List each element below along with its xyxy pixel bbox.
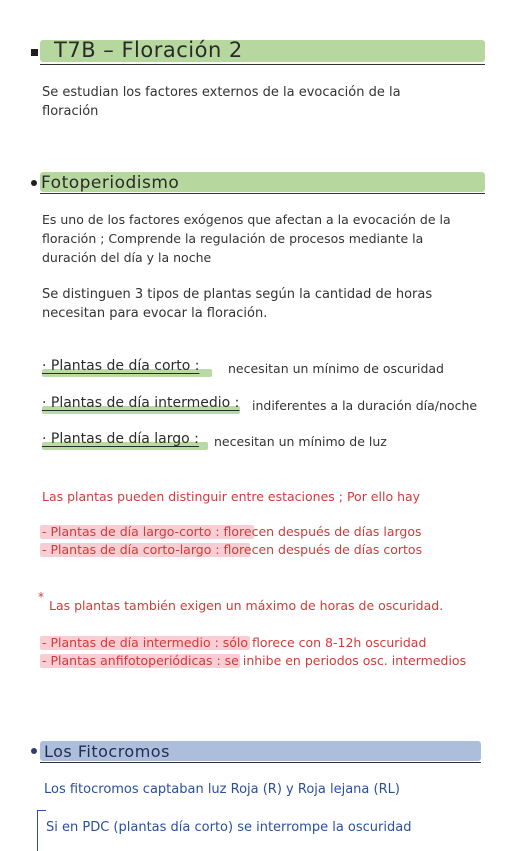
type-short-day-term: · Plantas de día corto : — [42, 358, 200, 374]
section2-bracket — [37, 810, 46, 851]
title-underline — [40, 64, 485, 65]
para1-line-1: Es uno de los factores exógenos que afectan a la evocación de la — [42, 212, 451, 227]
red-item-2: - Plantas de día corto-largo : florecen después de días cortos — [42, 542, 423, 557]
red-item-4: - Plantas anfifotoperiódicas : se inhibe en periodos osc. intermedios — [42, 653, 467, 668]
red-item-1: - Plantas de día largo-corto : florecen después de días largos — [42, 524, 422, 539]
type-intermediate-day-term: · Plantas de día intermedio : — [42, 395, 240, 411]
red-note-1: Las plantas pueden distinguir entre estaciones ; Por ello hay — [42, 489, 421, 504]
section2-bullet — [31, 748, 37, 754]
section2-heading: Los Fitocromos — [44, 742, 170, 761]
red-note-2: Las plantas también exigen un máximo de horas de oscuridad. — [49, 598, 444, 613]
para1-line-3: duración del día y la noche — [42, 250, 212, 265]
intro-line-1: Se estudian los factores externos de la evocación de la — [42, 85, 401, 100]
title-bullet — [31, 49, 38, 56]
para2-line-2: necesitan para evocar la floración. — [42, 306, 268, 321]
section1-heading: Fotoperiodismo — [41, 173, 180, 193]
red-item-3: - Plantas de día intermedio : sólo florece con 8-12h oscuridad — [42, 635, 427, 650]
section2-underline — [40, 762, 481, 763]
type-long-day-term: · Plantas de día largo : — [42, 431, 199, 447]
fitocromos-line-1: Los fitocromos captaban luz Roja (R) y Roja lejana (RL) — [44, 782, 400, 797]
intro-line-2: floración — [42, 104, 99, 119]
para1-line-2: floración ; Comprende la regulación de procesos mediante la — [42, 231, 424, 246]
section1-bullet — [31, 180, 37, 186]
type-long-day-desc: necesitan un mínimo de luz — [214, 434, 387, 449]
section1-underline — [40, 193, 485, 194]
fitocromos-line-2: Si en PDC (plantas día corto) se interrompe la oscuridad — [46, 820, 412, 835]
asterisk-mark: * — [38, 590, 44, 604]
page-title: T7B – Floración 2 — [54, 38, 243, 62]
type-intermediate-day-desc: indiferentes a la duración día/noche — [252, 398, 478, 413]
para2-line-1: Se distinguen 3 tipos de plantas según la cantidad de horas — [42, 287, 433, 302]
type-short-day-desc: necesitan un mínimo de oscuridad — [228, 361, 444, 376]
